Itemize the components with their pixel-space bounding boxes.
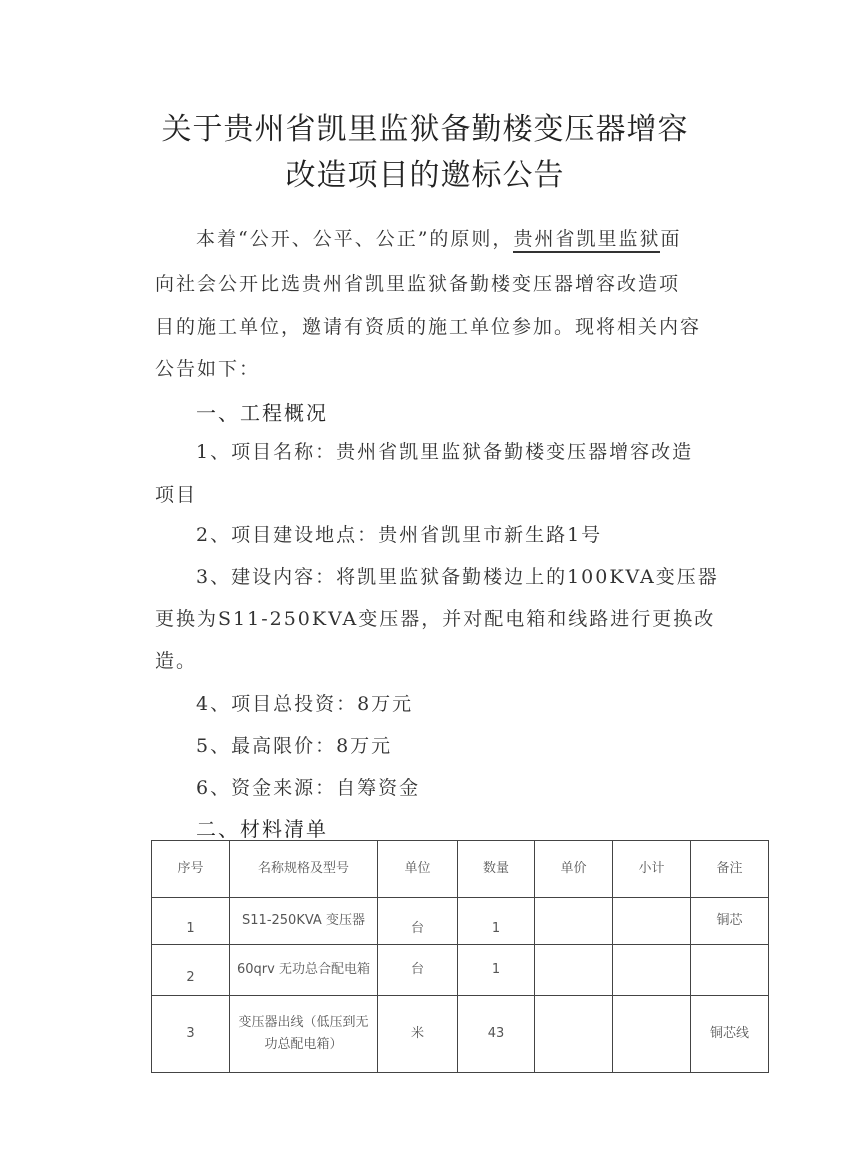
intro-text-prefix: 本着“公开、公平、公正”的原则，: [196, 228, 514, 250]
materials-table: [151, 840, 769, 1073]
item-6: 6、资金来源：自筹资金: [196, 777, 421, 799]
document-title-line-1: 关于贵州省凯里监狱备勤楼变压器增容: [161, 112, 689, 147]
document-title-line-2: 改造项目的邀标公告: [285, 158, 565, 193]
item-4: 4、项目总投资：8万元: [196, 693, 414, 715]
cell-subtotal: [613, 996, 691, 1073]
header-quantity: 数量: [458, 841, 535, 898]
intro-text-suffix: 面: [660, 228, 682, 250]
cell-serial: 3: [152, 996, 230, 1073]
table-row: [152, 898, 769, 945]
item-1-line-1: 1、项目名称：贵州省凯里监狱备勤楼变压器增容改造: [196, 441, 694, 463]
header-serial: 序号: [152, 841, 230, 898]
cell-remark: 铜芯: [691, 898, 769, 945]
header-subtotal: 小计: [613, 841, 691, 898]
item-1-line-2: 项目: [155, 484, 198, 506]
header-name-spec: 名称规格及型号: [230, 841, 378, 898]
cell-name: S11-250KVA 变压器: [230, 898, 378, 945]
cell-name: 变压器出线（低压到无功总配电箱）: [230, 996, 378, 1073]
item-3-line-2: 更换为S11-250KVA变压器，并对配电箱和线路进行更换改: [155, 608, 716, 630]
cell-quantity: 43: [458, 996, 535, 1073]
underlined-org-name: 贵州省凯里监狱: [513, 228, 660, 253]
cell-subtotal: [613, 945, 691, 996]
cell-unit: 台: [378, 945, 458, 996]
section-1-heading: 一、工程概况: [196, 401, 328, 425]
cell-remark: 铜芯线: [691, 996, 769, 1073]
intro-paragraph-line-3: 目的施工单位，邀请有资质的施工单位参加。现将相关内容: [155, 316, 702, 338]
cell-serial: 2: [152, 945, 230, 996]
item-2: 2、项目建设地点：贵州省凯里市新生路1号: [196, 524, 603, 546]
cell-unit: 米: [378, 996, 458, 1073]
table-row: [152, 996, 769, 1073]
header-unit-price: 单价: [535, 841, 613, 898]
intro-paragraph-line-2: 向社会公开比选贵州省凯里监狱备勤楼变压器增容改造项: [155, 273, 681, 295]
cell-quantity: 1: [458, 898, 535, 945]
header-unit: 单位: [378, 841, 458, 898]
cell-subtotal: [613, 898, 691, 945]
cell-unit: 台: [378, 898, 458, 945]
cell-unit-price: [535, 898, 613, 945]
header-remark: 备注: [691, 841, 769, 898]
section-2-heading: 二、材料清单: [196, 817, 328, 841]
item-3-line-1: 3、建设内容：将凯里监狱备勤楼边上的100KVA变压器: [196, 566, 719, 588]
intro-paragraph-line-1: [196, 224, 681, 251]
cell-quantity: 1: [458, 945, 535, 996]
intro-paragraph-line-4: 公告如下：: [155, 358, 261, 380]
item-5: 5、最高限价：8万元: [196, 735, 393, 757]
cell-unit-price: [535, 945, 613, 996]
cell-serial: 1: [152, 898, 230, 945]
table-row: [152, 945, 769, 996]
table-header-row: [152, 841, 769, 898]
cell-remark: [691, 945, 769, 996]
cell-name: 60qrv 无功总合配电箱: [230, 945, 378, 996]
item-3-line-3: 造。: [155, 650, 198, 672]
cell-unit-price: [535, 996, 613, 1073]
